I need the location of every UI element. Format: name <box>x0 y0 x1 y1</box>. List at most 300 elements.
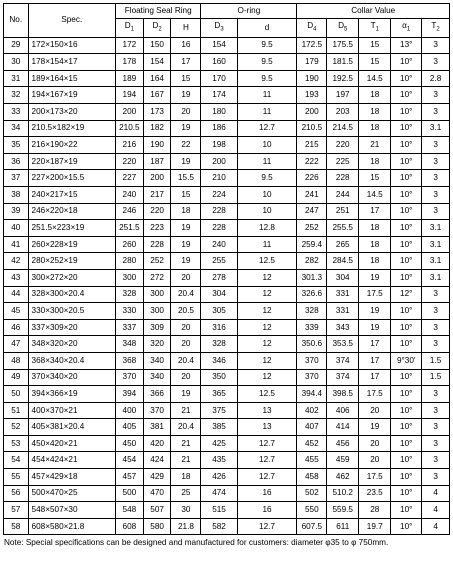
cell-alpha1: 10° <box>391 153 422 170</box>
table-row <box>4 186 450 203</box>
cell-d2: 167 <box>143 87 171 104</box>
cell-t2: 3.1 <box>422 236 450 253</box>
cell-d5: 559.5 <box>327 502 359 519</box>
cell-d4: 370 <box>297 369 327 386</box>
cell-d: 9.5 <box>237 37 297 54</box>
cell-alpha1: 12° <box>391 286 422 303</box>
cell-d: 11 <box>237 87 297 104</box>
cell-alpha1: 10° <box>391 435 422 452</box>
table-row <box>4 220 450 237</box>
cell-t2: 3.1 <box>422 120 450 137</box>
cell-spec: 450×420×21 <box>28 435 115 452</box>
cell-d4: 402 <box>297 402 327 419</box>
cell-alpha1: 10° <box>391 54 422 71</box>
table-row <box>4 203 450 220</box>
cell-d4: 455 <box>297 452 327 469</box>
cell-d5: 244 <box>327 186 359 203</box>
cell-t2: 3 <box>422 203 450 220</box>
cell-d3: 224 <box>201 186 237 203</box>
cell-spec: 368×340×20.4 <box>28 352 115 369</box>
cell-d2: 370 <box>143 402 171 419</box>
cell-h: 15 <box>171 186 201 203</box>
cell-alpha1: 10° <box>391 253 422 270</box>
cell-d5: 284.5 <box>327 253 359 270</box>
cell-t1: 15 <box>359 170 391 187</box>
cell-d: 10 <box>237 186 297 203</box>
cell-d4: 458 <box>297 469 327 486</box>
cell-d3: 365 <box>201 386 237 403</box>
cell-no: 53 <box>4 435 29 452</box>
cell-d1: 260 <box>116 236 144 253</box>
cell-t1: 17.5 <box>359 286 391 303</box>
cell-d4: 222 <box>297 153 327 170</box>
cell-h: 17 <box>171 54 201 71</box>
cell-d: 12.7 <box>237 435 297 452</box>
cell-no: 46 <box>4 319 29 336</box>
cell-d1: 194 <box>116 87 144 104</box>
cell-no: 32 <box>4 87 29 104</box>
cell-d5: 398.5 <box>327 386 359 403</box>
header-floating-seal-ring: Floating Seal Ring <box>116 4 201 19</box>
cell-no: 41 <box>4 236 29 253</box>
header-d4: $D_4$ <box>297 19 327 38</box>
cell-d: 10 <box>237 137 297 154</box>
cell-d4: 210.5 <box>297 120 327 137</box>
cell-d3: 305 <box>201 303 237 320</box>
cell-d5: 510.2 <box>327 485 359 502</box>
cell-h: 20 <box>171 269 201 286</box>
cell-t1: 15 <box>359 37 391 54</box>
cell-spec: 454×424×21 <box>28 452 115 469</box>
header-collar-value: Collar Value <box>297 4 450 19</box>
table-row <box>4 37 450 54</box>
cell-no: 38 <box>4 186 29 203</box>
cell-t2: 4 <box>422 518 450 535</box>
cell-d4: 326.6 <box>297 286 327 303</box>
cell-no: 45 <box>4 303 29 320</box>
cell-t2: 3 <box>422 303 450 320</box>
cell-d: 9.5 <box>237 70 297 87</box>
table-row <box>4 352 450 369</box>
header-o-ring: O-ring <box>201 4 297 19</box>
cell-d: 11 <box>237 153 297 170</box>
cell-d1: 328 <box>116 286 144 303</box>
cell-h: 20.4 <box>171 352 201 369</box>
table-row <box>4 104 450 121</box>
cell-d: 13 <box>237 402 297 419</box>
cell-alpha1: 10° <box>391 303 422 320</box>
cell-d1: 227 <box>116 170 144 187</box>
cell-alpha1: 10° <box>391 319 422 336</box>
cell-t1: 28 <box>359 502 391 519</box>
cell-spec: 370×340×20 <box>28 369 115 386</box>
cell-t2: 3 <box>422 386 450 403</box>
cell-d3: 278 <box>201 269 237 286</box>
cell-spec: 548×507×30 <box>28 502 115 519</box>
cell-d5: 331 <box>327 286 359 303</box>
cell-spec: 227×200×15.5 <box>28 170 115 187</box>
table-row <box>4 485 450 502</box>
cell-d1: 394 <box>116 386 144 403</box>
cell-d5: 220 <box>327 137 359 154</box>
cell-d3: 240 <box>201 236 237 253</box>
cell-alpha1: 10° <box>391 236 422 253</box>
cell-no: 50 <box>4 386 29 403</box>
cell-spec: 260×228×19 <box>28 236 115 253</box>
cell-d: 12 <box>237 286 297 303</box>
cell-t1: 17.5 <box>359 469 391 486</box>
cell-alpha1: 10° <box>391 170 422 187</box>
spec-table <box>3 3 450 535</box>
cell-d4: 339 <box>297 319 327 336</box>
cell-t2: 3 <box>422 170 450 187</box>
cell-t2: 3.1 <box>422 269 450 286</box>
cell-d3: 515 <box>201 502 237 519</box>
cell-d5: 265 <box>327 236 359 253</box>
cell-d2: 173 <box>143 104 171 121</box>
cell-d1: 210.5 <box>116 120 144 137</box>
cell-spec: 216×190×22 <box>28 137 115 154</box>
header-h: H <box>171 19 201 38</box>
cell-d4: 452 <box>297 435 327 452</box>
header-t1: $T_1$ <box>359 19 391 38</box>
cell-d1: 178 <box>116 54 144 71</box>
cell-d5: 462 <box>327 469 359 486</box>
cell-d2: 340 <box>143 369 171 386</box>
table-row <box>4 452 450 469</box>
cell-d2: 381 <box>143 419 171 436</box>
cell-d: 11 <box>237 236 297 253</box>
cell-d1: 200 <box>116 104 144 121</box>
cell-t1: 19 <box>359 269 391 286</box>
cell-d2: 217 <box>143 186 171 203</box>
cell-no: 34 <box>4 120 29 137</box>
cell-d3: 210 <box>201 170 237 187</box>
cell-d3: 474 <box>201 485 237 502</box>
cell-d: 12 <box>237 303 297 320</box>
cell-d: 12.8 <box>237 220 297 237</box>
cell-d3: 255 <box>201 253 237 270</box>
cell-h: 21 <box>171 435 201 452</box>
cell-spec: 405×381×20.4 <box>28 419 115 436</box>
table-row <box>4 286 450 303</box>
cell-t2: 3 <box>422 402 450 419</box>
cell-d: 12.7 <box>237 518 297 535</box>
cell-no: 47 <box>4 336 29 353</box>
cell-d1: 608 <box>116 518 144 535</box>
cell-d3: 228 <box>201 203 237 220</box>
cell-t1: 17 <box>359 369 391 386</box>
cell-d5: 192.5 <box>327 70 359 87</box>
header-alpha1: $\alpha_1$ <box>391 19 422 38</box>
cell-t2: 1.5 <box>422 369 450 386</box>
cell-d: 16 <box>237 502 297 519</box>
header-d5: $D_5$ <box>327 19 359 38</box>
cell-h: 19 <box>171 87 201 104</box>
cell-alpha1: 10° <box>391 269 422 286</box>
cell-t1: 17 <box>359 203 391 220</box>
cell-alpha1: 10° <box>391 518 422 535</box>
cell-d4: 252 <box>297 220 327 237</box>
cell-spec: 194×167×19 <box>28 87 115 104</box>
table-row <box>4 303 450 320</box>
cell-d5: 228 <box>327 170 359 187</box>
cell-d: 9.5 <box>237 170 297 187</box>
cell-alpha1: 10° <box>391 203 422 220</box>
cell-d1: 280 <box>116 253 144 270</box>
cell-alpha1: 10° <box>391 452 422 469</box>
cell-d5: 197 <box>327 87 359 104</box>
cell-d1: 548 <box>116 502 144 519</box>
cell-t1: 20 <box>359 435 391 452</box>
cell-d3: 425 <box>201 435 237 452</box>
cell-d3: 350 <box>201 369 237 386</box>
cell-t1: 18 <box>359 236 391 253</box>
cell-d: 12.7 <box>237 469 297 486</box>
cell-t2: 3 <box>422 336 450 353</box>
cell-d2: 164 <box>143 70 171 87</box>
cell-d1: 400 <box>116 402 144 419</box>
cell-t2: 3 <box>422 435 450 452</box>
cell-t2: 3 <box>422 286 450 303</box>
cell-d1: 454 <box>116 452 144 469</box>
header-d: d <box>237 19 297 38</box>
cell-alpha1: 10° <box>391 336 422 353</box>
cell-d1: 300 <box>116 269 144 286</box>
cell-d3: 346 <box>201 352 237 369</box>
cell-h: 19 <box>171 153 201 170</box>
cell-t2: 3 <box>422 37 450 54</box>
cell-d3: 304 <box>201 286 237 303</box>
cell-d2: 150 <box>143 37 171 54</box>
cell-h: 20.5 <box>171 303 201 320</box>
cell-alpha1: 13° <box>391 37 422 54</box>
cell-t2: 3 <box>422 54 450 71</box>
cell-d5: 203 <box>327 104 359 121</box>
cell-d2: 228 <box>143 236 171 253</box>
cell-t2: 3 <box>422 87 450 104</box>
table-row <box>4 518 450 535</box>
cell-no: 43 <box>4 269 29 286</box>
cell-d2: 187 <box>143 153 171 170</box>
cell-d2: 309 <box>143 319 171 336</box>
cell-t1: 20 <box>359 402 391 419</box>
table-body <box>4 37 450 535</box>
cell-t2: 1.5 <box>422 352 450 369</box>
cell-t1: 19 <box>359 319 391 336</box>
cell-spec: 500×470×25 <box>28 485 115 502</box>
cell-alpha1: 10° <box>391 70 422 87</box>
cell-spec: 172×150×16 <box>28 37 115 54</box>
cell-d5: 343 <box>327 319 359 336</box>
cell-d2: 190 <box>143 137 171 154</box>
cell-t2: 3.1 <box>422 253 450 270</box>
cell-no: 48 <box>4 352 29 369</box>
cell-spec: 608×580×21.8 <box>28 518 115 535</box>
cell-t1: 18 <box>359 220 391 237</box>
cell-d4: 215 <box>297 137 327 154</box>
cell-d4: 370 <box>297 352 327 369</box>
cell-d3: 170 <box>201 70 237 87</box>
cell-d1: 220 <box>116 153 144 170</box>
cell-h: 19 <box>171 220 201 237</box>
cell-h: 18 <box>171 203 201 220</box>
cell-d: 12 <box>237 336 297 353</box>
cell-d2: 182 <box>143 120 171 137</box>
header-d2: $D_2$ <box>143 19 171 38</box>
cell-no: 35 <box>4 137 29 154</box>
cell-d3: 328 <box>201 336 237 353</box>
cell-spec: 328×300×20.4 <box>28 286 115 303</box>
table-row <box>4 236 450 253</box>
cell-d5: 214.5 <box>327 120 359 137</box>
cell-d1: 337 <box>116 319 144 336</box>
table-row <box>4 120 450 137</box>
cell-h: 19 <box>171 236 201 253</box>
cell-alpha1: 10° <box>391 104 422 121</box>
cell-no: 52 <box>4 419 29 436</box>
cell-d: 9.5 <box>237 54 297 71</box>
cell-no: 33 <box>4 104 29 121</box>
cell-spec: 457×429×18 <box>28 469 115 486</box>
cell-d5: 251 <box>327 203 359 220</box>
cell-t1: 17.5 <box>359 386 391 403</box>
cell-no: 39 <box>4 203 29 220</box>
cell-d4: 226 <box>297 170 327 187</box>
cell-d1: 450 <box>116 435 144 452</box>
cell-spec: 178×154×17 <box>28 54 115 71</box>
cell-t2: 3 <box>422 137 450 154</box>
cell-no: 49 <box>4 369 29 386</box>
table-row <box>4 386 450 403</box>
table-row <box>4 253 450 270</box>
cell-d4: 282 <box>297 253 327 270</box>
cell-no: 36 <box>4 153 29 170</box>
cell-d2: 300 <box>143 303 171 320</box>
cell-spec: 280×252×19 <box>28 253 115 270</box>
cell-d2: 507 <box>143 502 171 519</box>
table-row <box>4 70 450 87</box>
cell-spec: 251.5×223×19 <box>28 220 115 237</box>
cell-d4: 407 <box>297 419 327 436</box>
cell-d: 12 <box>237 319 297 336</box>
cell-alpha1: 10° <box>391 186 422 203</box>
cell-d1: 330 <box>116 303 144 320</box>
cell-d2: 154 <box>143 54 171 71</box>
cell-d3: 174 <box>201 87 237 104</box>
cell-spec: 330×300×20.5 <box>28 303 115 320</box>
header-spec: Spec. <box>28 4 115 38</box>
cell-d: 16 <box>237 485 297 502</box>
cell-d5: 175.5 <box>327 37 359 54</box>
table-row <box>4 137 450 154</box>
cell-h: 21 <box>171 402 201 419</box>
cell-t2: 3 <box>422 469 450 486</box>
cell-t1: 18 <box>359 153 391 170</box>
cell-h: 16 <box>171 37 201 54</box>
cell-t2: 3 <box>422 153 450 170</box>
cell-h: 20 <box>171 319 201 336</box>
cell-t1: 19 <box>359 419 391 436</box>
cell-t2: 3 <box>422 452 450 469</box>
cell-d4: 200 <box>297 104 327 121</box>
table-row <box>4 54 450 71</box>
cell-t1: 18 <box>359 87 391 104</box>
cell-alpha1: 10° <box>391 469 422 486</box>
cell-h: 19 <box>171 120 201 137</box>
cell-d4: 301.3 <box>297 269 327 286</box>
cell-d5: 406 <box>327 402 359 419</box>
cell-d2: 424 <box>143 452 171 469</box>
table-row <box>4 419 450 436</box>
cell-spec: 400×370×21 <box>28 402 115 419</box>
cell-d2: 340 <box>143 352 171 369</box>
header-d1: $D_1$ <box>116 19 144 38</box>
cell-h: 30 <box>171 502 201 519</box>
cell-d3: 316 <box>201 319 237 336</box>
cell-d: 12 <box>237 352 297 369</box>
cell-d: 12 <box>237 269 297 286</box>
cell-d2: 429 <box>143 469 171 486</box>
cell-d2: 300 <box>143 286 171 303</box>
header-t2: $T_2$ <box>422 19 450 38</box>
cell-d4: 328 <box>297 303 327 320</box>
cell-t2: 3 <box>422 419 450 436</box>
header-d3: $D_3$ <box>201 19 237 38</box>
header-no: No. <box>4 4 29 38</box>
cell-d3: 375 <box>201 402 237 419</box>
cell-t2: 4 <box>422 502 450 519</box>
cell-d1: 216 <box>116 137 144 154</box>
cell-d5: 353.5 <box>327 336 359 353</box>
cell-d: 12.5 <box>237 386 297 403</box>
cell-t1: 21 <box>359 137 391 154</box>
cell-d1: 348 <box>116 336 144 353</box>
cell-h: 19 <box>171 386 201 403</box>
cell-no: 40 <box>4 220 29 237</box>
cell-alpha1: 10° <box>391 419 422 436</box>
note-text: Note: Special specifications can be designed and manufactured for customers: diameter φ35 to φ 750mm. <box>4 538 389 548</box>
cell-d5: 374 <box>327 369 359 386</box>
cell-alpha1: 10° <box>391 402 422 419</box>
cell-d4: 394.4 <box>297 386 327 403</box>
cell-d: 12.7 <box>237 452 297 469</box>
cell-d3: 160 <box>201 54 237 71</box>
cell-alpha1: 10° <box>391 220 422 237</box>
cell-t2: 3.1 <box>422 220 450 237</box>
cell-d4: 247 <box>297 203 327 220</box>
cell-h: 15 <box>171 70 201 87</box>
cell-d1: 172 <box>116 37 144 54</box>
cell-d3: 426 <box>201 469 237 486</box>
cell-alpha1: 10° <box>391 502 422 519</box>
cell-d4: 502 <box>297 485 327 502</box>
cell-d2: 366 <box>143 386 171 403</box>
cell-d1: 370 <box>116 369 144 386</box>
cell-d1: 251.5 <box>116 220 144 237</box>
cell-t1: 17 <box>359 352 391 369</box>
cell-t1: 14.5 <box>359 70 391 87</box>
table-header <box>4 4 450 38</box>
cell-t1: 19.7 <box>359 518 391 535</box>
cell-spec: 240×217×15 <box>28 186 115 203</box>
cell-alpha1: 10° <box>391 137 422 154</box>
table-row <box>4 502 450 519</box>
cell-d1: 368 <box>116 352 144 369</box>
cell-t1: 18 <box>359 253 391 270</box>
cell-t2: 2.8 <box>422 70 450 87</box>
table-row <box>4 402 450 419</box>
